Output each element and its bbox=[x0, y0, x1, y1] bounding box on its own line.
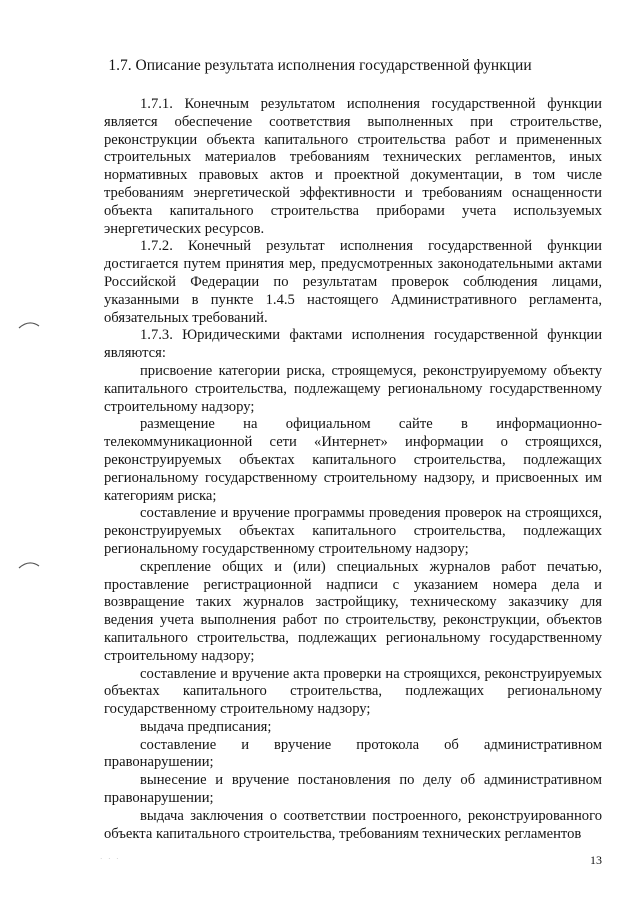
scan-artifact: · · · bbox=[100, 855, 121, 863]
list-item-inspection-program: составление и вручение программы проведения проверок на строящихся, реконструируемых объектах капитального строительства, подлежащих региональному государственному строительному надзору; bbox=[104, 505, 602, 557]
page-number: 13 bbox=[590, 853, 602, 867]
document-body bbox=[104, 96, 602, 843]
list-item-order-issue: выдача предписания; bbox=[140, 718, 272, 735]
section-heading: 1.7. Описание результата исполнения государственной функции bbox=[108, 57, 532, 74]
list-item-website-publication: размещение на официальном сайте в информационно-телекоммуникационной сети «Интернет» информации о строящихся, реконструируемых объектах капитального строительства, подлежащих региональному государственному строительному надзору, и присвоенных им категориям риска; bbox=[104, 416, 602, 504]
paragraph-1-7-1: 1.7.1. Конечным результатом исполнения государственной функции является обеспечение соответствия выполненных при строительстве, реконструкции объекта капитального строительства работ и примененных строительных материалов требованиям технических регламентов, иных нормативных правовых актов и проектной документации, в том числе требованиям энергетической эффективности и требованиям оснащенности объекта капитального строительства приборами учета используемых энергетических ресурсов. bbox=[104, 96, 602, 237]
paragraph-1-7-2: 1.7.2. Конечный результат исполнения государственной функции достигается путем принятия мер, предусмотренных законодательными актами Российской Федерации по результатам проверок соблюдения лицами, указанными в пункте 1.4.5 настоящего Административного регламента, обязательных требований. bbox=[104, 238, 602, 326]
list-item-conformity-conclusion: выдача заключения о соответствии построенного, реконструированного объекта капитального строительства, требованиям технических регламентов bbox=[104, 807, 602, 842]
list-item-journal-sealing: скрепление общих и (или) специальных журналов работ печатью, проставление регистрационной надписи с указанием номера дела и возвращение таких журналов застройщику, техническому заказчику для ведения учета выполнения работ по строительству, реконструкции, объектов капитального строительства, подлежащих региональному государственному строительному надзору; bbox=[104, 558, 602, 664]
list-item-violation-protocol: составление и вручение протокола об административном правонарушении; bbox=[104, 736, 602, 771]
hole-punch-mark-icon bbox=[18, 558, 40, 570]
paragraph-1-7-3: 1.7.3. Юридическими фактами исполнения государственной функции являются: bbox=[104, 327, 602, 362]
list-item-risk-category: присвоение категории риска, строящемуся, реконструируемому объекту капитального строительства, подлежащему региональному государственному строительному надзору; bbox=[104, 362, 602, 415]
list-item-resolution: вынесение и вручение постановления по делу об административном правонарушении; bbox=[104, 772, 602, 807]
hole-punch-mark-icon bbox=[18, 318, 40, 330]
list-item-inspection-act: составление и вручение акта проверки на строящихся, реконструируемых объектах капитального строительства, подлежащих региональному государственному строительному надзору; bbox=[104, 665, 602, 718]
